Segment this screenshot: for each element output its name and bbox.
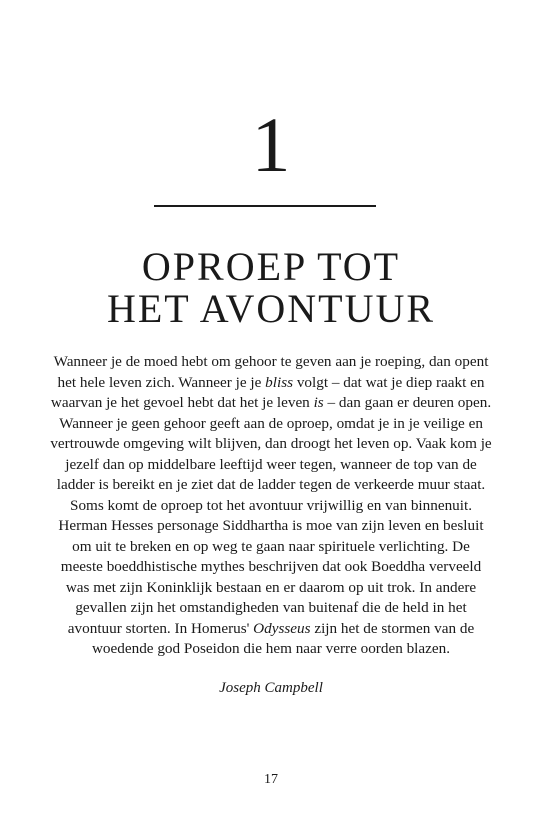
paragraph-1-text-b: volgt – dat wat je diep raakt en waarvan je het gevoel hebt dat het je leven xyxy=(50,373,485,411)
chapter-title-line-1: OPROEP TOT xyxy=(141,244,401,289)
paragraph-1-emphasis-bliss: bliss xyxy=(265,373,294,391)
chapter-title xyxy=(0,246,542,330)
epigraph-text xyxy=(50,352,492,660)
chapter-number: 1 xyxy=(251,101,291,188)
paragraph-1-text-c: – dan gaan er deuren open. xyxy=(323,394,492,411)
author-attribution: Joseph Campbell xyxy=(219,680,323,696)
paragraph-1-emphasis-is: is xyxy=(313,394,324,411)
paragraph-3-text-a: Soms komt de oproep tot het avontuur vrijwillig en van binnenuit. Herman Hesses personage Siddhartha is moe van zijn leven en besluit om uit te breken en op weg te gaan naar spirituele verlichting. De meeste boeddhistische mythes beschrijven dat ook Boeddha verveeld was met zijn Koninklijk bestaan en er daarom op uit trok. In andere gevallen zijn het omstandigheden van buitenaf die de held in het avontuur storten. In Homerus' xyxy=(58,496,484,637)
paragraph-1-text-a: Wanneer je de moed hebt om gehoor te geven aan je roeping, dan opent het hele leven zich. Wanneer je je xyxy=(53,353,489,391)
paragraph-2: Wanneer je geen gehoor geeft aan de oproep, omdat je in je veilige en vertrouwde omgeving wilt blijven, dan droogt het leven op. Vaak kom je jezelf dan op middelbare leeftijd weer tegen, wanneer de top van de ladder is bereikt en je ziet dat de ladder tegen de verkeerde muur staat. xyxy=(50,414,492,493)
chapter-title-line-2: HET AVONTUUR xyxy=(106,286,436,331)
page-number: 17 xyxy=(264,772,278,787)
chapter-divider-rule xyxy=(154,205,376,207)
paragraph-1 xyxy=(50,352,492,414)
paragraph-3-emphasis-odysseus: Odysseus xyxy=(253,619,311,637)
paragraph-3-text-b: zijn het de stormen van de woedende god Poseidon die hem naar verre oorden blazen. xyxy=(91,619,475,657)
paragraph-3 xyxy=(50,496,492,660)
